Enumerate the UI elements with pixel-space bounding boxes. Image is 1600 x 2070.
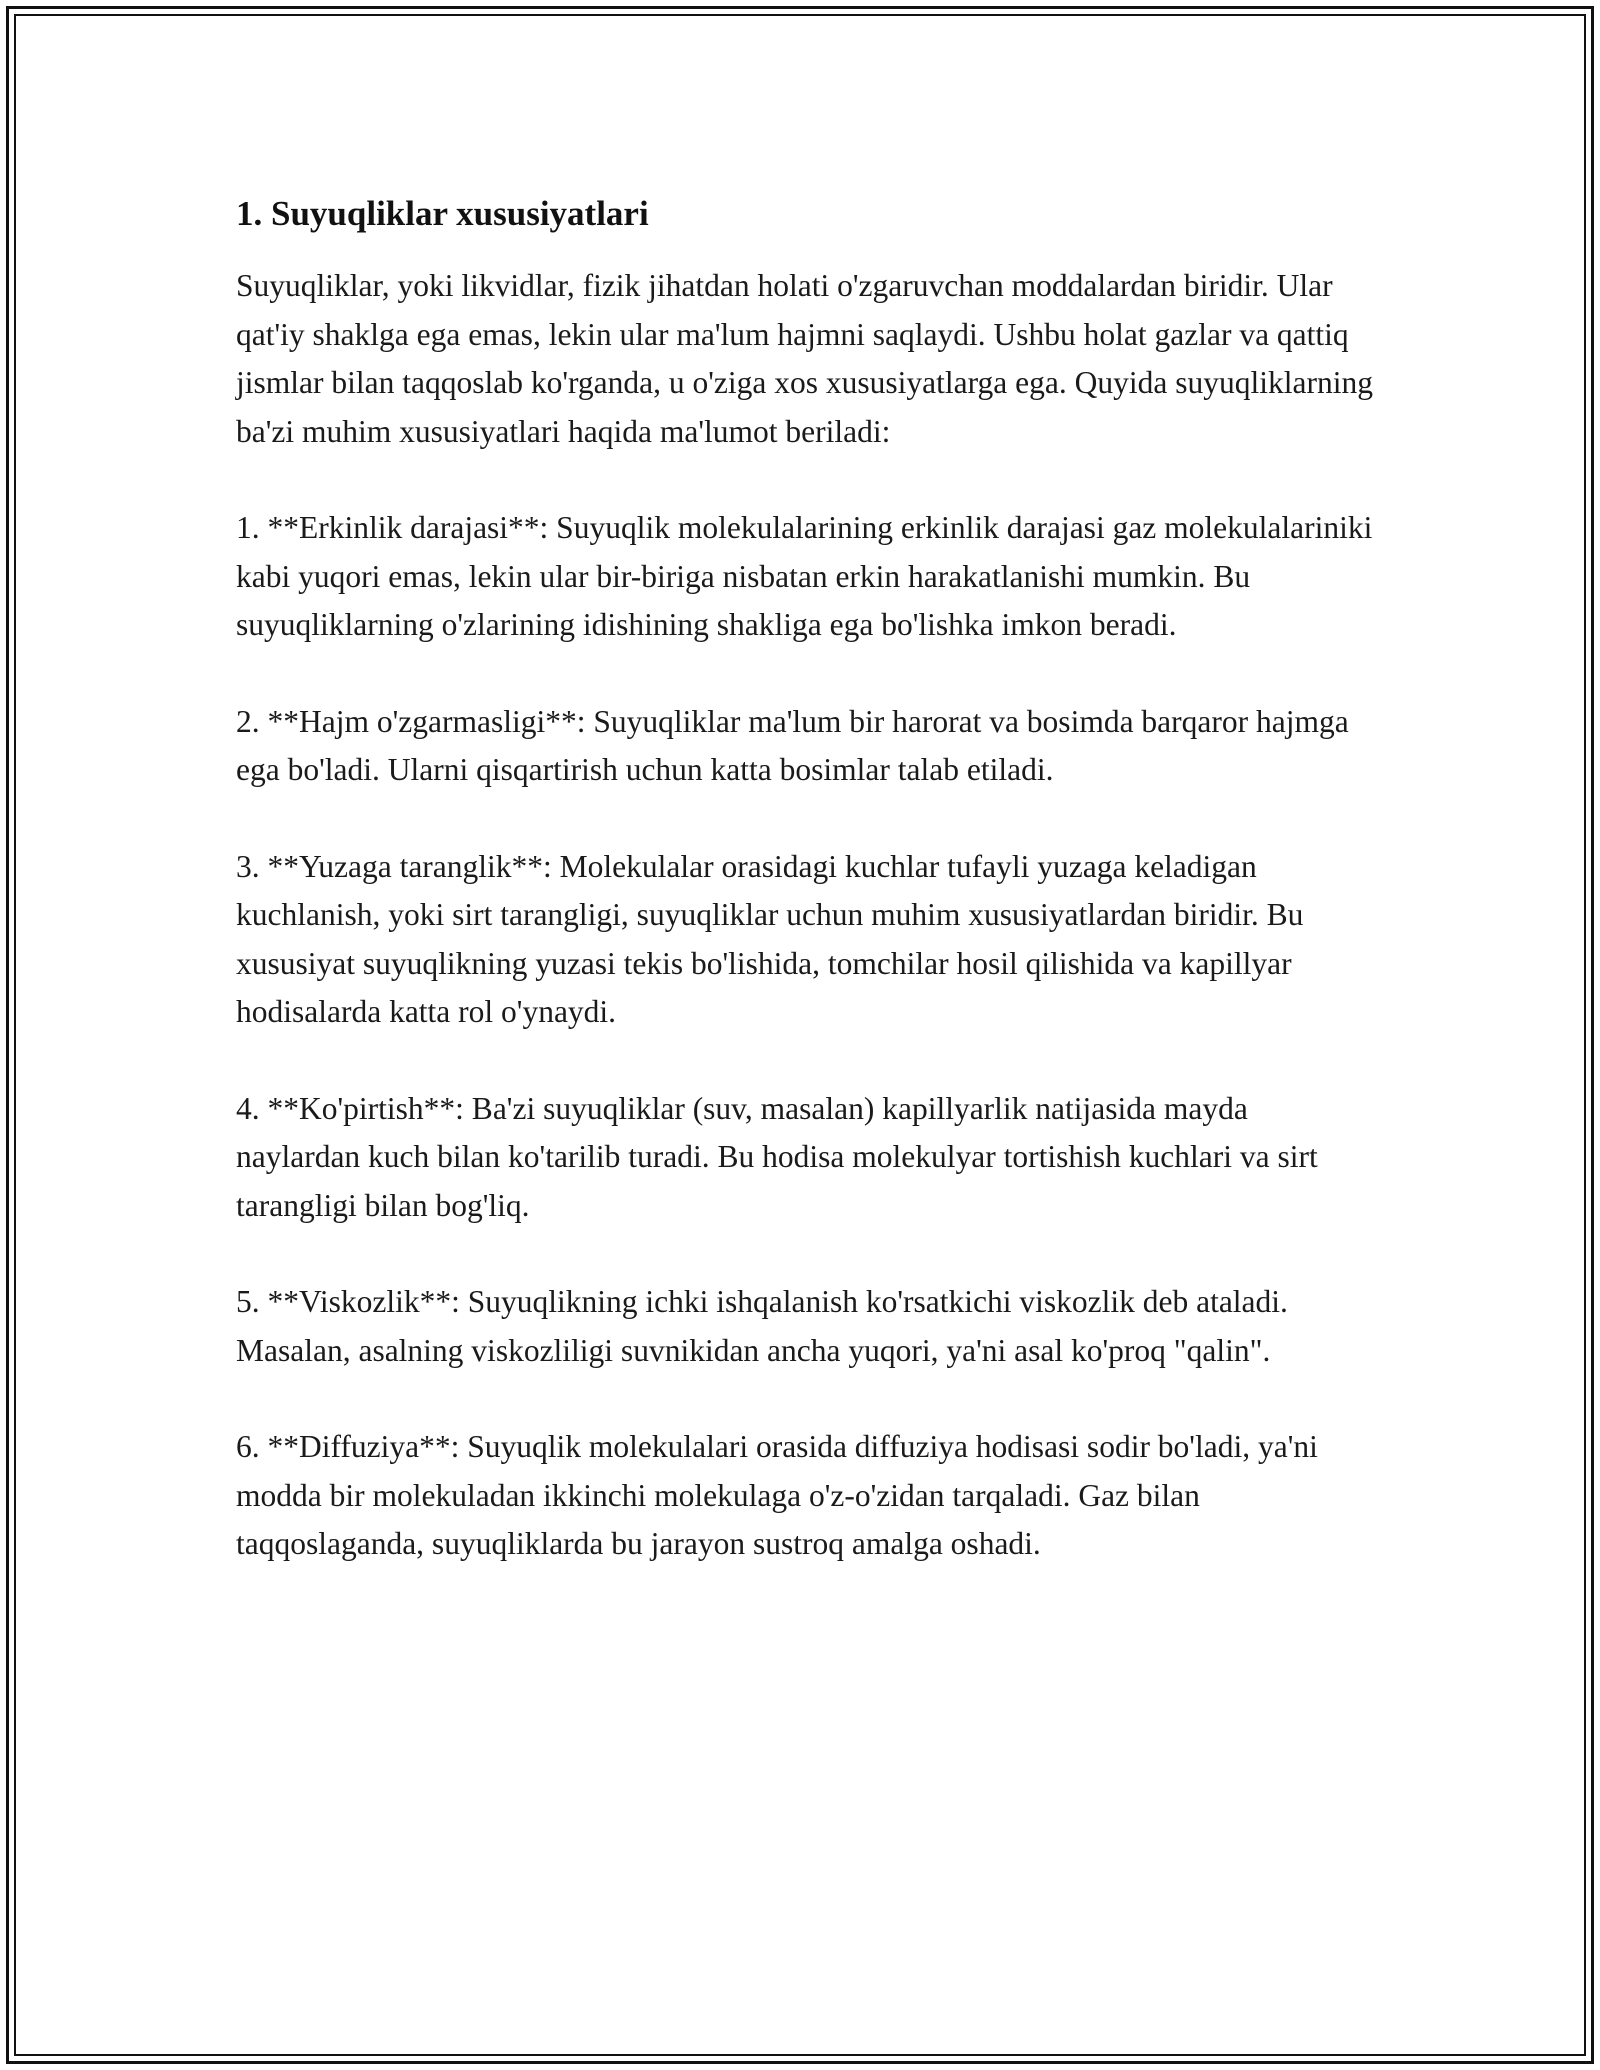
document-body [236,188,1376,1617]
property-item-6: 6. **Diffuziya**: Suyuqlik molekulalari orasida diffuziya hodisasi sodir bo'ladi, ya'ni modda bir molekuladan ikkinchi molekulaga o'z-o'zidan tarqaladi. Gaz bilan taqqoslaganda, suyuqliklarda bu jarayon sustroq amalga oshadi. [236,1429,1318,1561]
property-item-3: 3. **Yuzaga taranglik**: Molekulalar orasidagi kuchlar tufayli yuzaga keladigan kuchlanish, yoki sirt tarangligi, suyuqliklar uchun muhim xususiyatlardan biridir. Bu xususiyat suyuqlikning yuzasi tekis bo'lishida, tomchilar hosil qilishida va kapillyar hodisalarda katta rol o'ynaydi. [236,848,1304,1029]
property-item-4: 4. **Ko'pirtish**: Ba'zi suyuqliklar (suv, masalan) kapillyarlik natijasida mayda naylardan kuch bilan ko'tarilib turadi. Bu hodisa molekulyar tortishish kuchlari va sirt tarangligi bilan bog'liq. [236,1090,1318,1223]
property-item-2: 2. **Hajm o'zgarmasligi**: Suyuqliklar ma'lum bir harorat va bosimda barqaror hajmga ega bo'ladi. Ularni qisqartirish uchun katta bosimlar talab etiladi. [236,703,1349,787]
section-heading: 1. Suyuqliklar xususiyatlari [236,194,649,233]
property-item-1: 1. **Erkinlik darajasi**: Suyuqlik molekulalarining erkinlik darajasi gaz molekulalariniki kabi yuqori emas, lekin ular bir-biriga nisbatan erkin harakatlanishi mumkin. Bu suyuqliklarning o'zlarining idishining shakliga ega bo'lishka imkon beradi. [236,510,1373,642]
intro-paragraph: Suyuqliklar, yoki likvidlar, fizik jihatdan holati o'zgaruvchan moddalardan biridir. Ular qat'iy shaklga ega emas, lekin ular ma'lum hajmni saqlaydi. Ushbu holat gazlar va qattiq jismlar bilan taqqoslab ko'rganda, u o'ziga xos xususiyatlarga ega. Quyida suyuqliklarning ba'zi muhim xususiyatlari haqida ma'lumot beriladi: [236,268,1373,449]
property-item-5: 5. **Viskozlik**: Suyuqlikning ichki ishqalanish ko'rsatkichi viskozlik deb ataladi. Masalan, asalning viskozliligi suvnikidan ancha yuqori, ya'ni asal ko'proq "qalin". [236,1284,1288,1368]
